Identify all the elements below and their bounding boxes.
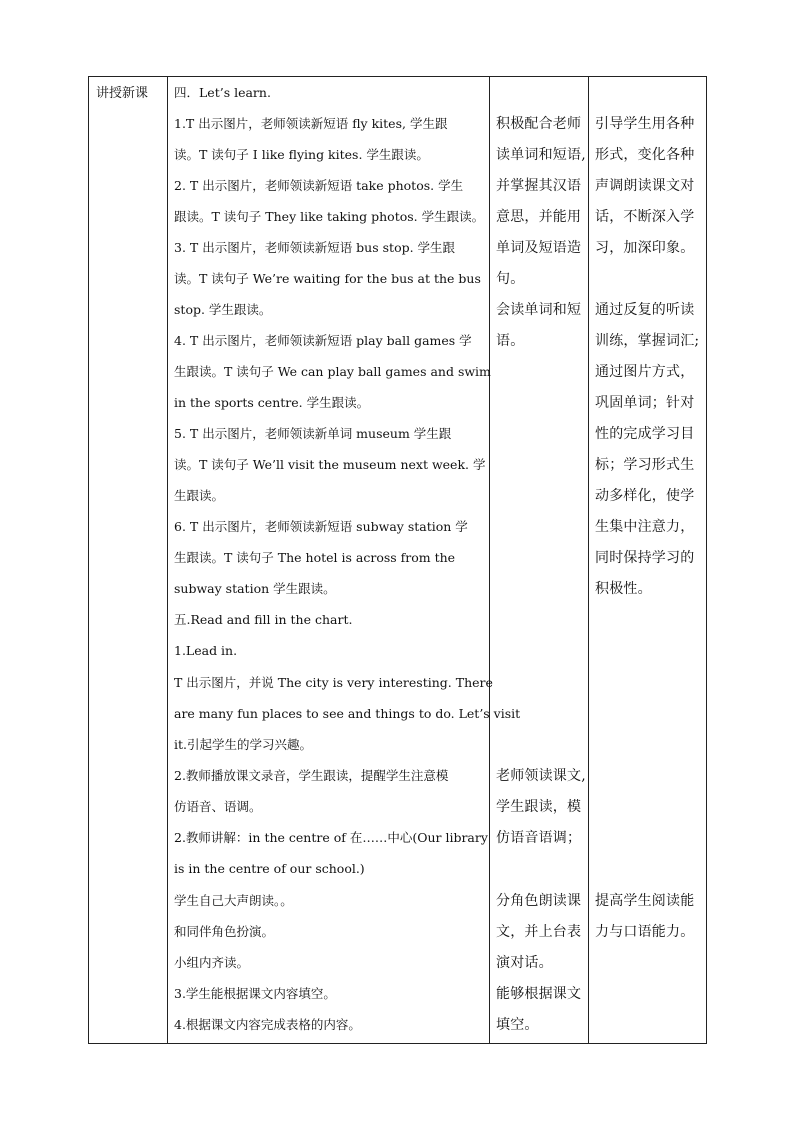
student-activity-line: 意思，并能用 — [496, 209, 582, 225]
design-intent-line: 通过图片方式， — [595, 364, 695, 380]
teacher-activity-line: 读。T 读句子 I like flying kites. 学生跟读。 — [174, 147, 429, 162]
student-activity-line: 句。 — [496, 271, 525, 287]
teacher-activity-line: stop. 学生跟读。 — [174, 302, 272, 317]
student-activity-line: 读单词和短语, — [496, 147, 586, 163]
teacher-activity-line: are many fun places to see and things to do. Let’s visit — [174, 706, 521, 721]
teacher-activity-line: 3. T 出示图片，老师领读新短语 bus stop. 学生跟 — [174, 240, 456, 255]
design-intent-line: 声调朗读课文对 — [595, 178, 695, 194]
teacher-activity-line: 4. T 出示图片，老师领读新短语 play ball games 学 — [174, 333, 472, 348]
teacher-activity-line: 1.T 出示图片，老师领读新短语 fly kites, 学生跟 — [174, 116, 448, 131]
teacher-activity-line: 四．Let’s learn. — [174, 85, 271, 100]
teacher-activity-line: 跟读。T 读句子 They like taking photos. 学生跟读。 — [174, 209, 485, 224]
student-activity-line: 单词及短语造 — [496, 240, 582, 256]
table-left-border — [88, 76, 89, 1044]
table-right-border — [706, 76, 707, 1044]
student-activity-line: 会读单词和短 — [496, 302, 582, 318]
design-intent-line: 同时保持学习的 — [595, 550, 695, 566]
student-activity-line: 积极配合老师 — [496, 116, 582, 132]
teacher-activity-line: 生跟读。T 读句子 We can play ball games and swim — [174, 364, 491, 379]
design-intent-line: 积极性。 — [595, 581, 652, 597]
teacher-activity-line: 生跟读。 — [174, 488, 225, 503]
teacher-activity-line: 学生自己大声朗读。。 — [174, 893, 293, 908]
teacher-activity-line: 读。T 读句子 We’re waiting for the bus at the bus — [174, 271, 481, 286]
teacher-activity-line: in the sports centre. 学生跟读。 — [174, 395, 370, 410]
teacher-activity-line: 读。T 读句子 We’ll visit the museum next week. 学 — [174, 457, 486, 472]
design-intent-line: 生集中注意力， — [595, 519, 695, 535]
teacher-activity-line: 2.教师播放课文录音，学生跟读，提醒学生注意模 — [174, 768, 449, 783]
design-intent-line: 话，不断深入学 — [595, 209, 695, 225]
design-intent-line: 习，加深印象。 — [595, 240, 695, 256]
teacher-activity-line: 6. T 出示图片，老师领读新短语 subway station 学 — [174, 519, 468, 534]
design-intent-line: 巩固单词；针对 — [595, 395, 695, 411]
student-activity-line: 能够根据课文 — [496, 986, 582, 1002]
teacher-activity-line: 小组内齐读。 — [174, 955, 250, 970]
teacher-activity-line: 2. T 出示图片，老师领读新短语 take photos. 学生 — [174, 178, 464, 193]
teacher-activity-line: subway station 学生跟读。 — [174, 581, 336, 596]
student-activity-line: 学生跟读，模 — [496, 799, 582, 815]
teacher-activity-line: 1.Lead in. — [174, 643, 238, 658]
student-activity-line: 仿语音语调； — [496, 830, 582, 846]
student-activity-line: 并掌握其汉语 — [496, 178, 582, 194]
design-intent-line: 通过反复的听读 — [595, 302, 695, 318]
teacher-activity-line: T 出示图片，并说 The city is very interesting. There — [174, 675, 493, 690]
teacher-activity-line: 5. T 出示图片，老师领读新单词 museum 学生跟 — [174, 426, 452, 441]
teacher-activity-cell — [174, 76, 521, 1044]
teacher-activity-line: 仿语音、语调。 — [174, 799, 262, 814]
teacher-activity-line: 2.教师讲解：in the centre of 在……中心(Our library — [174, 830, 488, 845]
design-intent-line: 提高学生阅读能 — [595, 893, 695, 909]
student-activity-line: 分角色朗读课 — [496, 893, 582, 909]
design-intent-line: 动多样化，使学 — [595, 488, 695, 504]
lesson-plan-table — [88, 76, 707, 1044]
design-intent-line: 力与口语能力。 — [595, 924, 695, 940]
teacher-activity-line: 生跟读。T 读句子 The hotel is across from the — [174, 550, 456, 565]
design-intent-line: 训练，掌握词汇; — [595, 333, 700, 349]
design-intent-line: 形式，变化各种 — [595, 147, 695, 163]
student-activity-line: 填空。 — [496, 1017, 539, 1033]
column-divider-1 — [167, 76, 168, 1044]
design-intent-cell — [595, 76, 705, 1044]
teacher-activity-line: it.引起学生的学习兴趣。 — [174, 737, 312, 752]
student-activity-line: 老师领读课文, — [496, 768, 586, 784]
student-activity-line: 文，并上台表 — [496, 924, 582, 940]
section-label-cell — [96, 76, 166, 1044]
design-intent-line: 性的完成学习目 — [595, 426, 695, 442]
design-intent-line: 标；学习形式生 — [595, 457, 695, 473]
teacher-activity-line: 和同伴角色扮演。 — [174, 924, 275, 939]
teacher-activity-line: is in the centre of our school.) — [174, 861, 365, 876]
student-activity-line: 语。 — [496, 333, 525, 349]
teacher-activity-line: 五.Read and fill in the chart. — [174, 612, 353, 627]
teacher-activity-line: 4.根据课文内容完成表格的内容。 — [174, 1017, 361, 1032]
column-divider-2 — [489, 76, 490, 1044]
section-label: 讲授新课 — [96, 86, 149, 101]
design-intent-line: 引导学生用各种 — [595, 116, 695, 132]
student-activity-cell — [496, 76, 590, 1044]
student-activity-line: 演对话。 — [496, 955, 553, 971]
teacher-activity-line: 3.学生能根据课文内容填空。 — [174, 986, 336, 1001]
